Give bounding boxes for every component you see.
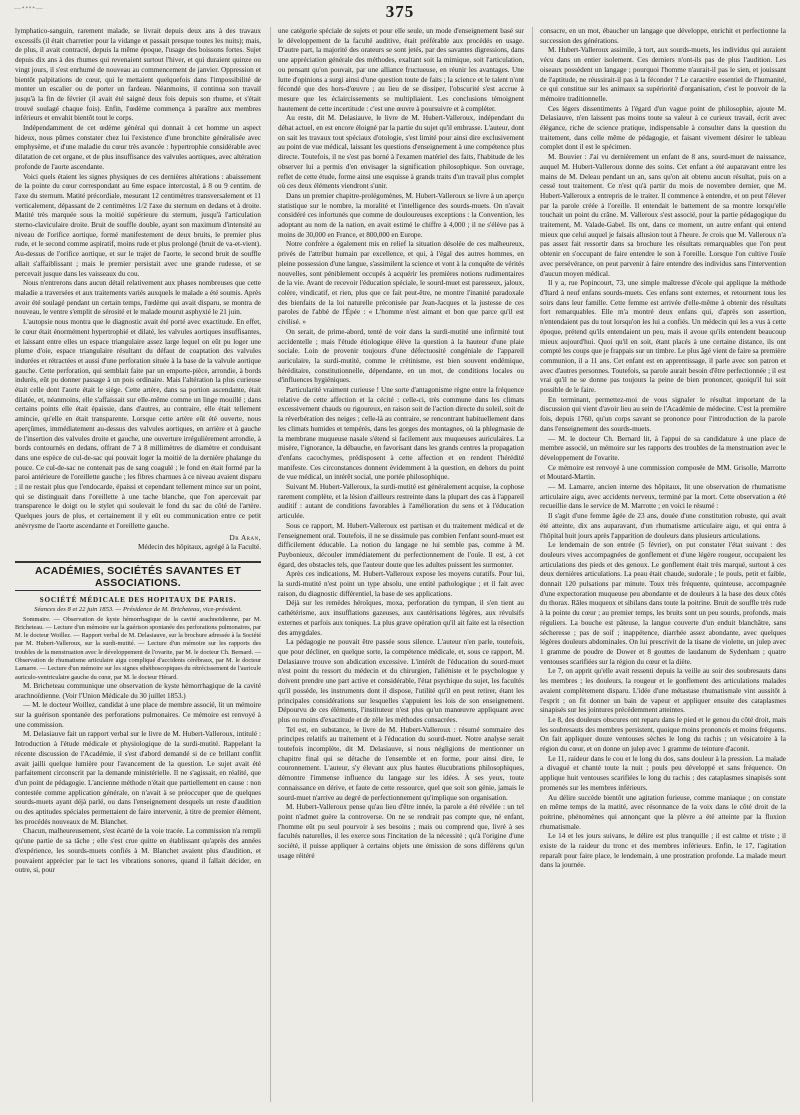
section-heading: ACADÉMIES, SOCIÉTÉS SAVANTES ET ASSOCIATIONS. xyxy=(15,561,261,591)
society-heading: SOCIÉTÉ MÉDICALE DES HOPITAUX DE PARIS. xyxy=(39,595,237,604)
paragraph: Le lendemain de son entrée (5 février), on put constater l'état suivant : des douleurs vives accompagnées de gonflement et d'une légère rougeur, occupaient les articulations des pieds et des genoux. Le gonflement était très marqué, surtout à ces deux dernières articulations. La peau était chaude, sudorale ; le pouls, petit et faible, donnait 120 pulsations par minute. Toux très fréquente, quinteuse, accompagnée d'une expectoration muqueuse peu abondante et de douleurs à la base des deux côtés du thorax. Râles muqueux et sibilans dans toute la poitrine. Bruit de souffle très rude à la pointe du cœur ; au premier temps, les bruits sont un peu sourds, profonds, mais réguliers. La bouche est pâteuse, la langue couverte d'un enduit blanchâtre, sans sécheresse ; pas de soif ; inappétence, diarrhée assez abondante, avec quelques légères douleurs abdominales. On lui prescrivit de la tisane de violette, un julep avec 1 gramme de poudre de Dower et 8 gouttes de laudanum de Sydenham ; quatre ventouses scarifiées sur la région du cœur et la diète. xyxy=(540,541,786,666)
summary-paragraph: Sommaire. — Observation de kyste hémorrhagique de la cavité arachnoïdienne, par M. Bricheteau. — Lecture d'un mémoire sur la guérison spontanée des perforations pulmonaires, par M. le docteur Woillez. — Rapport verbal de M. Delasiauve, sur la brochure adressée à la Société par M. Hubert-Valleroux, sur la surdi-mutité. — Lecture d'un mémoire sur les rapports des troubles de la menstruation avec le développement de l'ovarite, par M. le docteur Ch. Bernard. — Observation de rhumatisme articulaire aigu compliqué d'accidents cérébraux, par M. le docteur Lamarre. — Lecture d'un mémoire sur les signes sthéthoscopiques du rétrécissement de l'auricule auriculo-ventriculaire gauche du cœur, par M. le docteur Hérard. xyxy=(15,615,261,681)
paragraph: — M. le docteur Ch. Bernard lit, à l'appui de sa candidature à une place de membre associé, un mémoire sur les rapports des troubles de la menstruation avec le développement de l'ovarite. xyxy=(540,434,786,462)
column-3 xyxy=(540,27,786,1107)
session-line: Séances des 8 et 22 juin 1853. — Présidence de M. Bricheteau, vice-président. xyxy=(34,605,242,613)
paragraph: M. Bricheteau communique une observation de kyste hémorrhagique de la cavité arachnoïdienne. (Voir l'Union Médicale du 30 juillet 1853.) xyxy=(15,681,261,700)
paragraph: Dans un premier chapitre-prolégomènes, M. Hubert-Valleroux se livre à un aperçu statistique sur le nombre, la moralité et l'intelligence des sourds-muets. On n'avait considéré ces infortunés que comme de douloureuses exceptions : la Convention, les adoptant au nom de la nation, en avait estimé le chiffre à 4,000 ; il ne s'élève pas à moins de 30,000 en France, et 800,000 en Europe. xyxy=(278,191,524,239)
paragraph: L'autopsie nous montra que le diagnostic avait été porté avec exactitude. En effet, le cœur était énormément hypertrophié et dilaté, les valvules aortiques insuffisantes, et laissant entre elles un espace triangulaire assez large lequel on eût pu loger une plume d'oie, espace triangulaire résultant du défaut de coaptation des valvules indurées et rétractées et aussi d'une perforation située à la base de la valvule aortique gauche. Cette perforation, qui semblait faite par un emporte-pièce, arrondie, à bords indurés, eût pu donner passage à un pois ordinaire. Mais l'altération la plus curieuse était celle dont l'aorte était le siège. Cette artère, dans sa portion ascendante, était dilatée, et, néanmoins, elle s'affaissait sur elle-même comme un linge mouillé ; dans certains points elle était épaissie, dans d'autres, au contraire, elle était tellement amincie, qu'elle en était transparente. Lorsque cette artère eût été ouverte, nous aperçûmes, immédiatement au-dessus des valvules aortiques, en arrière et à gauche de l'insertion des valvules droite et gauche, une ouverture irrégulièrement arrondie, à bords contournés en dedans, offrant de 7 à 8 millimètres de diamètre et conduisant dans une espèce de cul-de-sac qui pouvait loger la moitié de la dernière phalange du pouce. Ce cul-de-sac ne contenait pas de sang coagulé ; le fond en était formé par la paroi antérieure de l'oreillette gauche ; les fibres charnues à ce niveau avaient disparu ; il ne restait plus que l'endocarde, épaissi et cependant tellement mince sur un point, qui se distinguait dans l'oreillette à une tache blanche, que l'on apercevait par transparence le doigt ou le stylet qui soulevait le fond du sac du côté de l'artère. Quelques jours de plus, et certainement il y eût eu communication entre ce petit anévrysme de l'aorte ascendante et l'oreillette gauche. xyxy=(15,318,261,530)
paragraph: Déjà sur les remèdes héroïques, moxa, perforation du tympan, il s'en tient au cathétérisme, aux insufflations gazeuses, aux cautérisations légères, aux révulsifs externes et parfois aux toniques. La plus grave opération qu'il ait faite est la résection des amygdales. xyxy=(278,599,524,637)
paragraph: On serait, de prime-abord, tenté de voir dans la surdi-mutité une infirmité tout accidentelle ; mais l'étude étiologique élève la question à la hauteur d'une plaie sociale. Loin de provenir toujours d'une défectuosité congéniale de l'appareil auriculaire, la surdi-mutité, comme le crétinisme, est bien souvent endémique, héréditaire, constitutionnelle, dépendante, en un mot, de conditions locales ou d'influences hygiéniques. xyxy=(278,327,524,385)
paragraph: Après ces indications, M. Hubert-Valleroux expose les moyens curatifs. Pour lui, la surdi-mutité n'est point un type absolu, une entité pathologique ; et il fait avec raison, du diagnostic différentiel, la base de ses applications. xyxy=(278,570,524,598)
paragraph: Ce mémoire est renvoyé à une commission composée de MM. Grisolle, Marrotte et Moutard-Martin. xyxy=(540,463,786,482)
paragraph: Particularité vraiment curieuse ! Une sorte d'antagonisme règne entre la fréquence relative de cette affection et la cécité : celle-ci, très commune dans les climats excessivement chauds ou rigoureux, en raison soit de l'action directe du soleil, soit de la réverbération des neiges ; celle-là au contraire, se rencontrant habituellement dans les climats humides et tempérés, dans les gorges des montagnes, où la phlegmasie de la membrane muqueuse nasale s'étend si facilement aux muqueuses auriculaires. La misère, l'ignorance, la débauche, en favorisant dans les grands centres la propagation d'enfans cacochymes, prédisposent à cette affection et en rendent l'hérédité manifeste. Ces circonstances donnent évidemment à la question, en dehors du point de vue médical, un intérêt social, une portée philosophique. xyxy=(278,386,524,482)
paragraph: M. Bouvier : J'ai vu dernièrement un enfant de 8 ans, sourd-muet de naissance, auquel M. Hubert-Valleroux donne des soins. Cet enfant a été auparavant entre les mains de M. Deleau pendant un an, sans qu'on ait obtenu aucun résultat, puis on a cessé tout traitement. Ce n'est qu'à partir du mois de novembre dernier, que M. Hubert-Valleroux a entrepris de le traiter. Il commence à entendre, et on peut l'élever par la parole créée à l'oreille. Il entendait le battement de sa montre lorsqu'elle touchait un point du crâne. M. Valleroux s'est associé, pour la partie pédagogique du traitement, M. Valade-Gabel. Ils ont, dans ce moment, un autre enfant qui entend mieux que celui auquel je faisais allusion tout à l'heure. Je crois que M. Valleroux n'a pas assez fait ressortir dans sa brochure les résultats remarquables que l'on peut obtenir en s'occupant de faire entendre le son à l'oreille. Lorsque l'on cultive l'ouïe avec persévérance, on peut parvenir à faire entendre des individus sans l'intervention d'aucun moyen médical. xyxy=(540,153,786,278)
header-ornament: —••••— xyxy=(14,4,44,12)
paragraph: En terminant, permettez-moi de vous signaler le résultat important de la discussion qui vient d'avoir lieu au sein de l'Académie de médecine. C'est la première fois, depuis 1760, qu'un corps savant se prononce pour l'introduction de la parole dans l'enseignement des sourds-muets. xyxy=(540,395,786,433)
paragraph: Au reste, dit M. Delasiauve, le livre de M. Hubert-Valleroux, indépendant du débat actuel, en est encore éloigné par la partie du sujet qu'il embrasse. L'auteur, dont on sait les travaux tout spéciaux d'otologie, s'est limité pour ainsi dire exclusivement au point de vue médical, laissant les questions d'enseignement à une compétence plus directe. Toutefois, il ne s'est pas borné à l'examen matériel des faits, l'habitude de les observer lui a permis d'en envisager la signification philosophique. Son ouvrage, reflet de cette étude, forme ainsi une esquisse à grands traits d'un travail plus complet où ces deux éléments viendront s'unir. xyxy=(278,114,524,191)
paragraph: Suivant M. Hubert-Valleroux, la surdi-mutité est généralement acquise, la cophose rarement complète, et la lésion d'ailleurs restreinte dans la plupart des cas à l'appareil auditif : autant de conditions favorables à l'amélioration du sens et à l'éducation articulée. xyxy=(278,483,524,521)
paragraph: M. Hubert-Valleroux pense qu'au lieu d'être innée, la parole a été révélée : un tel point n'admet guère la controverse. On ne se rendrait pas compte que, né enfant, l'homme eût pu seul pourvoir à ses besoins ; mais ou comprend que, livré à ses facultés naturelles, il les exerce sous l'incitation de la nécessité ; qu'à l'origine d'une société, il puisse appliquer à certains objets une émission de sons différens qu'un usage réitéré xyxy=(278,803,524,860)
paragraph: Au délire succède bientôt une agitation furieuse, comme maniaque ; on constate en même temps de la matité, avec résonnance de la voix dans le côté droit de la poitrine, phénomènes qui annonçant que la plèvre a été atteinte par la fluxion rhumatismale. xyxy=(540,793,786,831)
paragraph: Il y a, rue Popincourt, 73, une simple maîtresse d'école qui applique la méthode d'Itard à neuf enfans sourds-muets. Ces enfans sont externes, et retournent tous les soirs dans leur famille. Cette femme est arrivée d'elle-même à obtenir des résultats fort remarquables. Elle m'a montré deux enfans qui, d'après son assertion, n'entendaient pas du tout lorsqu'on les lui a confiés. Un médecin qui les a vus à cette époque, prétend qu'ils entendaient un peu, mais il avoue qu'ils entendent beaucoup mieux aujourd'hui. Quoi qu'il en soit, étant placés à une certaine distance, ils ont compté les coups que je frappais sur un timbre. Le plus âgé vient de faire sa première communion, il a 11 ans. Cet enfant est en apprentissage, il parle avec son patron et avec d'autres personnes. Toutefois, sa parole aurait besoin d'être perfectionnée ; il est vrai qu'il ne se donne pas toujours la peine de bien prononcer, quoiqu'il lui soit possible de le faire. xyxy=(540,279,786,395)
paragraph: M. Hubert-Valleroux assimile, à tort, aux sourds-muets, les individus qui auraient vécu dans un entier isolement. Ces derniers n'ont-ils pas de plus l'audition. Les oiseaux possèdent un langage ; pourquoi l'homme n'aurait-il pas le sien, et jouissant de l'aptitude, ne réussirait-il pas à la féconder ? Le caractère essentiel de l'humanité, ce qui constitue sur les animaux sa supériorité d'organisation, c'est le pouvoir de la mémoire traditionnelle. xyxy=(540,46,786,103)
paragraph: Sous ce rapport, M. Hubert-Valleroux est partisan et du traitement médical et de l'enseignement oral. Toutefois, il ne se dissimule pas combien l'enfant sourd-muet est difficilement éducable. La notion du langage ne lui semble pas, comme à M. Puybonieux, découler immédiatement du perfectionnement de l'ouïe. Il est, à cet égard, des obstacles tels, que l'auteur doute que les adultes puissent les surmonter. xyxy=(278,521,524,569)
paragraph: Il s'agit d'une femme âgée de 23 ans, douée d'une constitution robuste, qui avait été atteinte, dix ans auparavant, d'un rhumatisme articulaire aigu, et qui entra à l'hôpital huit jours après l'apparition de douleurs dans plusieurs articulations. xyxy=(540,512,786,540)
paragraph: Voici quels étaient les signes physiques de ces dernières altérations : abaissement de la pointe du cœur correspondant au 6me espace intercostal, à 8 ou 9 centim. de l'axe du sternum. Matité précordiale, mesurant 12 centimètres transversalement et 11 verticalement, dépassant de 2 centimètres 1/2 l'axe du sternum en dedans et à droite. Matité très marquée sous la moitié supérieure du sternum, jusqu'à l'articulation sterno-claviculaire droite. Bruit de souffle double, ayant son maximum d'intensité au niveau de l'orifice aortique, formé manifestement de deux bruits, le premier plus rude, et le second comme aspiratif, moins rude et plus prolongé (bruit de va-et-vient). Au-dessus de l'orifice aortique, et sur le trajet de l'aorte, le second bruit de souffle allait s'affaiblissant ; mais le premier persistait avec une grande rudesse, et se percevait jusque dans les vaisseaux du cou. xyxy=(15,172,261,278)
author-name: Dr Aran, xyxy=(229,533,261,542)
paragraph: — M. Lamarre, ancien interne des hôpitaux, lit une observation de rhumatisme articulaire aigu, avec accidents nerveux, terminé par la mort. Cette observation a été recueillie dans le service de M. Marrotte ; en voici le résumé : xyxy=(540,483,786,511)
paragraph: Le 14 et les jours suivans, le délire est plus tranquille ; il est calme et triste ; il existe de la raideur du tronc et des membres inférieurs. Enfin, le 17, l'agitation reparaît pour faire place, le lendemain, à une prostration profonde. La malade meurt dans la journée. xyxy=(540,832,786,870)
column-2 xyxy=(278,27,524,1107)
paragraph: M. Delasiauve fait un rapport verbal sur le livre de M. Hubert-Valleroux, intitulé : Introduction à l'étude médicale et physiologique de la surdi-mutité. Rappelant la récente discussion de l'Académie, il s'est d'abord demandé si de ce brillant conflit avait jailli quelque lumière pour l'avancement de la question. Le sujet avait été parfaitement circonscrit par la demande ministérielle. Il ne s'agissait, en réalité, que d'un point de pédagogie. L'ancienne méthode n'était que partiellement en cause : non contestée comme application générale, on n'avait à se préoccuper que de quelques sourds-muets ayant déjà parlé, ou dans l'enseignement desquels un reste d'audition ou des aptitudes spéciales permettaient de faire intervenir, à titre de premier élément, les procédés nouveaux de M. Blanchet. xyxy=(15,730,261,826)
paragraph: La pédagogie ne pouvait être passée sous silence. L'auteur n'en parle, toutefois, que pour décliner, en quelque sorte, la compétence médicale, et, sous ce rapport, M. Delasiauve trouve son abdication excessive. L'intérêt de l'éducation du sourd-muet n'est point du ressort du médecin et du chirurgien, l'aliéniste et le psychologue y doivent prendre une part active et considérable, l'état psychique du sujet, les facultés qu'il possède, les instruments dont il dispose, l'utilité qu'il en peut retirer, étant les principales considérations sur lesquelles s'appuient les lois de son enseignement. Dépourvu de ces éléments, l'instituteur n'est plus qu'un manœuvre appliquant avec plus ou moins d'exactitude et de zèle les méthodes consacrées. xyxy=(278,638,524,724)
paragraph: Chacun, malheureusement, s'est écarté de la voie tracée. La commission n'a rempli qu'une partie de sa tâche ; elle s'est crue quitte en établissant qu'après des années d'expérience, les sourds-muets confiés à M. Blanchet avaient plus d'audition, et pouvaient apprécier par le tact les vibrations sonores, quand il fallait décider, en outre, si, pour xyxy=(15,827,261,875)
column-rule xyxy=(532,27,533,1102)
page-number: 375 xyxy=(385,2,415,21)
paragraph: Indépendamment de cet œdème général qui donnait à cet homme un aspect hideux, nous pûmes constater chez lui l'existence d'une bronchite généralisée avec emphysème, et d'une maladie du cœur très avancée : hypertrophie considérable avec dilatation de cet organe, et de plus insuffisance des valvules aortiques, avec altération profonde de l'aorte ascendante. xyxy=(15,124,261,171)
column-rule xyxy=(270,27,271,1102)
paragraph: lymphatico-sanguin, rarement malade, se livrait depuis deux ans à des travaux excessifs (il était charretier pour la vidange et passait presque toutes les nuits); mais, de plus, il avait contracté, depuis la même époque, l'usage des boissons fortes. Sujet depuis dix ans à des rhumes qui revenaient surtout l'hiver, et qui duraient quinze ou vingt jours, il s'est enrhumé de nouveau au commencement de janvier. Oppression et bientôt palpitations de cœur, qui le mettaient quelquefois dans l'impossibilité de monter un escalier ou de porter un fardeau. Néanmoins, il continua son travail jusqu'à la fin de février (il avait été saigné deux fois depuis son rhume, et s'était trouvé soulagé chaque fois). Enfin, l'œdème commença à paraître aux membres inférieurs et envahit bientôt tout le corps. xyxy=(15,27,261,123)
paragraph: Le 11, raideur dans le cou et le long du dos, sans douleur à la pression. La malade a divagué et chanté toute la nuit ; pouls peu développé et sans fréquence. On applique huit ventouses scarifiées le long du rachis ; des cataplasmes sinapisés sont promenés sur les membres inférieurs. xyxy=(540,754,786,792)
author-role: Médecin des hôpitaux, agrégé à la Faculté. xyxy=(138,543,261,552)
paragraph: Ces légers dissentiments à l'égard d'un vague point de philosophie, ajoute M. Delasiauve, n'en laissent pas moins toute sa valeur à ce curieux travail, écrit avec élégance, riche de science pratique, indispensable à consulter dans la question du traitement, dans celle même de pédagogie, et faisant vivement désirer le tableau complet dont il est le spécimen. xyxy=(540,104,786,152)
paragraph: Le 7, on apprit qu'elle avait ressenti depuis la veille au soir des soubresauts dans les membres ; les douleurs, la rougeur et le gonflement des articulations malades avaient complètement disparu. L'idée d'une métastase rhumatismale vint aussitôt à l'esprit ; on fit donner un bain de vapeur et appliquer ensuite des cataplasmes sinapisés sur les jointures précédemment atteintes. xyxy=(540,667,786,715)
column-1 xyxy=(15,27,261,1107)
paragraph: Le 8, des douleurs obscures ont reparu dans le pied et le genou du côté droit, mais les soubresauts des membres persistent, quoique moins prononcés et moins fréquens. On fait appliquer douze ventouses sèches le long du rachis ; un vésicatoire à la région du cœur, et on donne un julep avec 1 gramme de teinture d'aconit. xyxy=(540,715,786,754)
paragraph: Tel est, en substance, le livre de M. Hubert-Valleroux : résumé sommaire des principes relatifs au traitement et à l'éducation du sourd-muet. Notre analyse serait toutefois incomplète, dit M. Delasiauve, si nous négligions de mentionner un chapitre final qui se détache de l'ensemble et en forme, pour ainsi dire, le couronnement. L'auteur, s'y élevant aux plus hautes élucubrations philosophiques, démontre l'immense influence du langage sur les idées. À ses yeux, toute connaissance en dérive, et faute de cette ressource, quel que soit son génie, jamais le sourd-muet n'arrive au degré de perfectionnement qu'implique son organisation. xyxy=(278,725,524,802)
paragraph: une catégorie spéciale de sujets et pour elle seule, un mode d'enseignement basé sur le développement de la faculté auditive, était préférable aux procédés en usage. D'autre part, la majorité des orateurs se sont jetés, par des savantes digressions, dans une appréciation générale des méthodes, exaltant soit la mimique, soit l'articulation, ou pensant qu'on pouvait, par une alliance fructueuse, en réunir les avantages. Une lutte d'opinions a surgi ainsi d'une question toute de faits ; la science et le talent n'ont fécondé que des hors-d'œuvre ; au lieu de se dissiper, l'obscurité s'est accrue à mesure que les éclaircissements se multipliaient. Les conclusions témoignent hautement de cette incertitude : c'est une œuvre à poursuivre et à compléter. xyxy=(278,27,524,113)
paragraph: — M. le docteur Woillez, candidat à une place de membre associé, lit un mémoire sur la guérison spontanée des perforations pulmonaires. Ce mémoire est renvoyé à une commission. xyxy=(15,701,261,729)
paragraph: Notre confrère a également mis en relief la situation désolée de ces malheureux, privés de l'attribut humain par excellence, et qui, à l'égal des autres hommes, en pleine possession d'une langue, s'assimilent la science et vont à la conquête de vérités nouvelles, sont péniblement occupés à acquérir les premières notions rudimentaires de la vie. Avant de recevoir l'éducation spéciale, le sourd-muet est paresseux, jaloux, colère, vindicatif, et rien, plus que ce fait peut-être, ne montre l'inanité paradoxale des bienfaits de la loi naturelle préconisée par Jean-Jacques et la justesse de ces paroles de l'abbé de l'Épée : « L'homme n'est aimant et bon que parce qu'il est civilisé. » xyxy=(278,240,524,327)
paragraph: consacre, en un mot, ébaucher un langage que développe, enrichit et perfectionne la succession des générations. xyxy=(540,27,786,45)
author-signature xyxy=(15,534,261,553)
paragraph: Nous n'entrerons dans aucun détail relativement aux phases nombreuses que cette maladie a traversées et aux traitements variés auxquels le malade a été soumis. Après avoir été soulagé pendant un certain temps, l'œdème qui avait disparu, se montra de nouveau, le ventre s'emplit de sérosité et le malade mourut asphyxié le 21 juin. xyxy=(15,279,261,317)
